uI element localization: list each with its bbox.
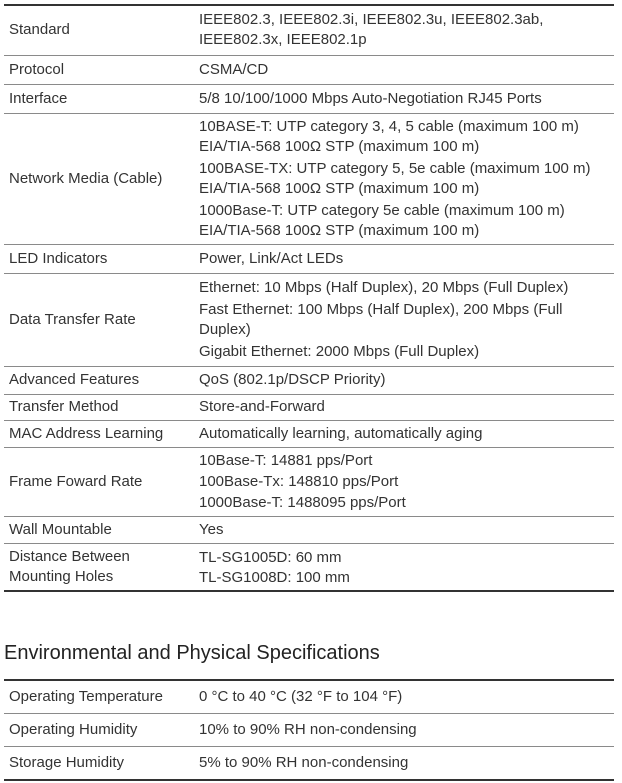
spec-row-mac-address-learning [4, 420, 614, 447]
spec-label: MAC Address Learning [4, 420, 194, 447]
spec-value-line: Yes [199, 520, 224, 538]
spec-value [194, 543, 614, 591]
spec-value-line: Store-and-Forward [199, 398, 325, 415]
spec-row-mounting-holes [4, 543, 614, 591]
spec-row-data-transfer-rate [4, 273, 614, 366]
spec-value-line: EIA/TIA-568 100Ω STP (maximum 100 m) [199, 221, 480, 239]
spec-row-frame-forward-rate [4, 447, 614, 516]
spec-value-line: IEEE802.3x, IEEE802.1p [199, 31, 367, 49]
spec-label: Distance Between Mounting Holes [4, 543, 194, 591]
spec-label: Network Media (Cable) [4, 113, 194, 244]
spec-label: Wall Mountable [4, 516, 194, 543]
spec-label: Storage Humidity [4, 747, 194, 781]
spec-row-interface [4, 84, 614, 113]
spec-value-line: 100Base-Tx: 148810 pps/Port [199, 472, 399, 490]
spec-value-line: Gigabit Ethernet: 2000 Mbps (Full Duplex) [199, 342, 480, 360]
spec-value-line: TL-SG1005D: 60 mm [199, 548, 342, 566]
spec-value-line: EIA/TIA-568 100Ω STP (maximum 100 m) [199, 137, 480, 155]
spec-label: Interface [4, 84, 194, 113]
spec-row-wall-mountable [4, 516, 614, 543]
spec-label: Transfer Method [4, 394, 194, 420]
spec-value [194, 244, 614, 273]
section-title: Environmental and Physical Specifications [4, 642, 380, 664]
spec-row-network-media [4, 113, 614, 244]
spec-label: Protocol [4, 55, 194, 84]
spec-value-line: CSMA/CD [199, 60, 269, 78]
environmental-spec-table [4, 679, 614, 781]
spec-value: 5% to 90% RH non-condensing [194, 747, 614, 781]
spec-row-transfer-method [4, 394, 614, 420]
spec-value [194, 84, 614, 113]
spec-value-line: IEEE802.3, IEEE802.3i, IEEE802.3u, IEEE802.3ab, [199, 11, 544, 29]
spec-value [194, 516, 614, 543]
spec-value-line: Ethernet: 10 Mbps (Half Duplex), 20 Mbps (Full Duplex) [199, 278, 569, 296]
spec-label: Standard [4, 5, 194, 55]
spec-value [194, 55, 614, 84]
spec-value [194, 273, 614, 366]
spec-label: Frame Foward Rate [4, 447, 194, 516]
spec-label: Operating Temperature [4, 680, 194, 714]
spec-label: Advanced Features [4, 366, 194, 394]
spec-value-line: Automatically learning, automatically aging [199, 424, 483, 442]
env-row-operating-humidity [4, 714, 614, 747]
spec-value-line: 10Base-T: 14881 pps/Port [199, 451, 373, 469]
spec-value-line: 100BASE-TX: UTP category 5, 5e cable (maximum 100 m) [199, 159, 591, 177]
spec-label: LED Indicators [4, 244, 194, 273]
spec-value [194, 394, 614, 420]
env-row-storage-humidity [4, 747, 614, 781]
spec-value: 0 °C to 40 °C (32 °F to 104 °F) [194, 680, 614, 714]
spec-value [194, 5, 614, 55]
spec-value [194, 366, 614, 394]
spec-value-line: QoS (802.1p/DSCP Priority) [199, 371, 386, 388]
spec-value-line: Fast Ethernet: 100 Mbps (Half Duplex), 200 Mbps (Full [199, 300, 563, 318]
spec-row-standard [4, 5, 614, 55]
spec-value [194, 447, 614, 516]
spec-value-line: EIA/TIA-568 100Ω STP (maximum 100 m) [199, 179, 480, 197]
spec-value: 10% to 90% RH non-condensing [194, 714, 614, 747]
spec-value [194, 113, 614, 244]
spec-label: Data Transfer Rate [4, 273, 194, 366]
spec-row-protocol [4, 55, 614, 84]
hardware-spec-table [4, 4, 614, 592]
spec-value-line: Duplex) [199, 320, 251, 338]
env-row-operating-temperature [4, 680, 614, 714]
spec-value-line: 10BASE-T: UTP category 3, 4, 5 cable (maximum 100 m) [199, 117, 579, 135]
spec-value-line: TL-SG1008D: 100 mm [199, 568, 350, 586]
spec-row-led-indicators [4, 244, 614, 273]
spec-value-line: 1000Base-T: UTP category 5e cable (maximum 100 m) [199, 201, 565, 219]
spec-row-advanced-features [4, 366, 614, 394]
spec-value-line: 5/8 10/100/1000 Mbps Auto-Negotiation RJ45 Ports [199, 89, 542, 107]
spec-value [194, 420, 614, 447]
spec-label: Operating Humidity [4, 714, 194, 747]
spec-value-line: 1000Base-T: 1488095 pps/Port [199, 493, 406, 511]
spec-value-line: Power, Link/Act LEDs [199, 249, 344, 267]
